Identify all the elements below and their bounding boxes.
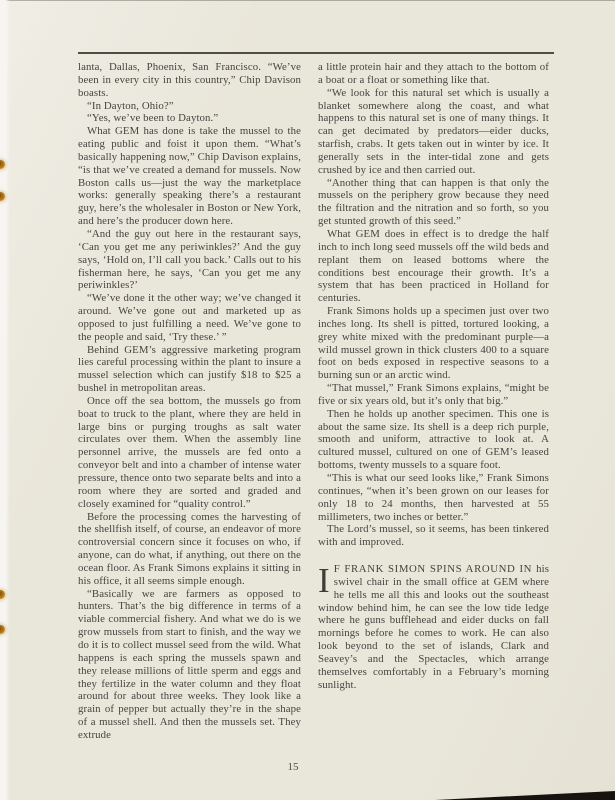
paragraph: “That mussel,” Frank Simons explains, “might be five or six years old, but it’s only that big.” — [318, 382, 549, 407]
paragraph: a little protein hair and they attach to the bottom of a boat or a float or something like that. — [318, 61, 549, 86]
drop-cap: I — [318, 561, 330, 601]
paragraph: lanta, Dallas, Phoenix, San Francisco. “We’ve been in every city in this country,” Chip Davison boasts. — [78, 61, 301, 99]
paragraph: What GEM does in effect is to dredge the half inch to inch long seed mussels off the wild beds and replant them on leased bottoms where the conditions best encourage their growth. It’s a system that has been practiced in Holland for centuries. — [318, 227, 549, 305]
header-rule — [78, 52, 554, 54]
paragraph: The Lord’s mussel, so it seems, has been tinkered with and improved. — [318, 523, 549, 549]
scan-top-edge — [0, 0, 615, 1]
text-column-right — [318, 61, 549, 692]
paragraph: “Another thing that can happen is that only the mussels on the periphery grow because they need the filtration and the nitration and so forth, so you get stunted growth of this seed.” — [318, 176, 549, 228]
section-opening-paragraph: I F FRANK SIMON SPINS AROUND IN his swivel chair in the small office at GEM where he tells me all this and looks out the southeast window behind him, he can see the low tide ledge where he guns bufflehead and eider ducks on fall mornings before he comes to work. He can also look beyond to the set of islands, Clark and Seavey’s and the Spectacles, which arrange themselves comfortably in a February’s morning sunlight. — [318, 561, 549, 691]
page-number: 15 — [287, 761, 299, 773]
paragraph: “This is what our seed looks like,” Frank Simons continues, “when it’s been grown on our leases for only 18 to 24 months, then harvested at 55 millimeters, two inches or better.” — [318, 472, 549, 523]
paragraph: “Basically we are farmers as opposed to hunters. That’s the big difference in terms of a viable commercial fishery. And what we do is we grow mussels from start to finish, and the way we do it is to collect mussel seed from the wild. What happens is each spring the mussels spawn and they release millions of little sperm and eggs and they fertilize in the water column and they float around for about three weeks. They look like a grain of pepper but actually they’re in the shape of a mussel shell. And then the mussels set. They extrude — [78, 587, 301, 741]
paragraph: Before the processing comes the harvesting of the shellfish itself, of course, an endeavor of more controversial concern since it focuses on who, if anyone, can do what, if anything, out there on the ocean floor. As Frank Simons explains it sitting in his office, it all seems simple enough. — [78, 510, 301, 587]
paragraph: “We look for this natural set which is usually a blanket somewhere along the coast, and what happens to this natural set is one of many things. It can get decimated by predators—eider ducks, starfish, crabs. It gets taken out in winter by ice. It generally sets in the inter-tidal zone and gets crushed by ice and then carried out. — [318, 86, 549, 176]
paragraph: “And the guy out here in the restaurant says, ‘Can you get me any periwinkles?’ And the guy says, ‘Hold on, I’ll call you back.’ Calls out to his fisherman here, he says, ‘Can you get me any periwinkles?’ — [78, 227, 301, 292]
text-column-left — [78, 61, 301, 742]
paragraph: “We’ve done it the other way; we’ve changed it around. We’ve gone out and marketed up as opposed to just fulfilling a need. We’ve gone to the people and said, ‘Try these.’ ” — [78, 292, 301, 343]
small-caps-lead: F FRANK SIMON SPINS AROUND IN — [333, 563, 537, 576]
paragraph: Frank Simons holds up a specimen just over two inches long. Its shell is pitted, tortured looking, a grey white mixed with the predominant purple—a wild mussel grown in thick clusters 400 to a square foot on beds exposed in respective seasons to a burning sun or an arctic wind. — [318, 305, 549, 382]
paragraph: “In Dayton, Ohio?” — [87, 99, 174, 112]
paragraph: What GEM has done is take the mussel to the eating public and foist it upon them. “What’s basically happening now,” Chip Davison explains, “is that we’ve created a demand for mussels. Now Boston calls us—just the way the marketplace works: generally speaking there’s a restaurant guy, here’s the wholesaler in Boston or New York, and here’s the producer down here. — [78, 125, 301, 228]
paragraph: “Yes, we’ve been to Dayton.” — [87, 112, 219, 125]
scan-background-wedge — [435, 790, 615, 800]
paragraph: Once off the sea bottom, the mussels go from boat to truck to the plant, where they are held in large bins or purging troughs as salt water circulates over them. When the assembly line personnel arrive, the mussels are fed onto a conveyor belt and into a chamber of intense water pressure, thence onto two separate belts and into a room where they are sorted and graded and closely examined for “quality control.” — [78, 394, 301, 510]
paragraph: Behind GEM’s aggressive marketing program lies careful processing within the plant to insure a mussel selection which can justify $18 to $25 a bushel in metropolitan areas. — [78, 343, 301, 395]
paragraph: Then he holds up another specimen. This one is about the same size. Its shell is a deep rich purple, smooth and uniform, attractive to look at. A cultured mussel, cultured on one of GEM’s leased bottoms, twenty mussels to a square foot. — [318, 407, 549, 472]
page-left-edge — [0, 0, 10, 800]
